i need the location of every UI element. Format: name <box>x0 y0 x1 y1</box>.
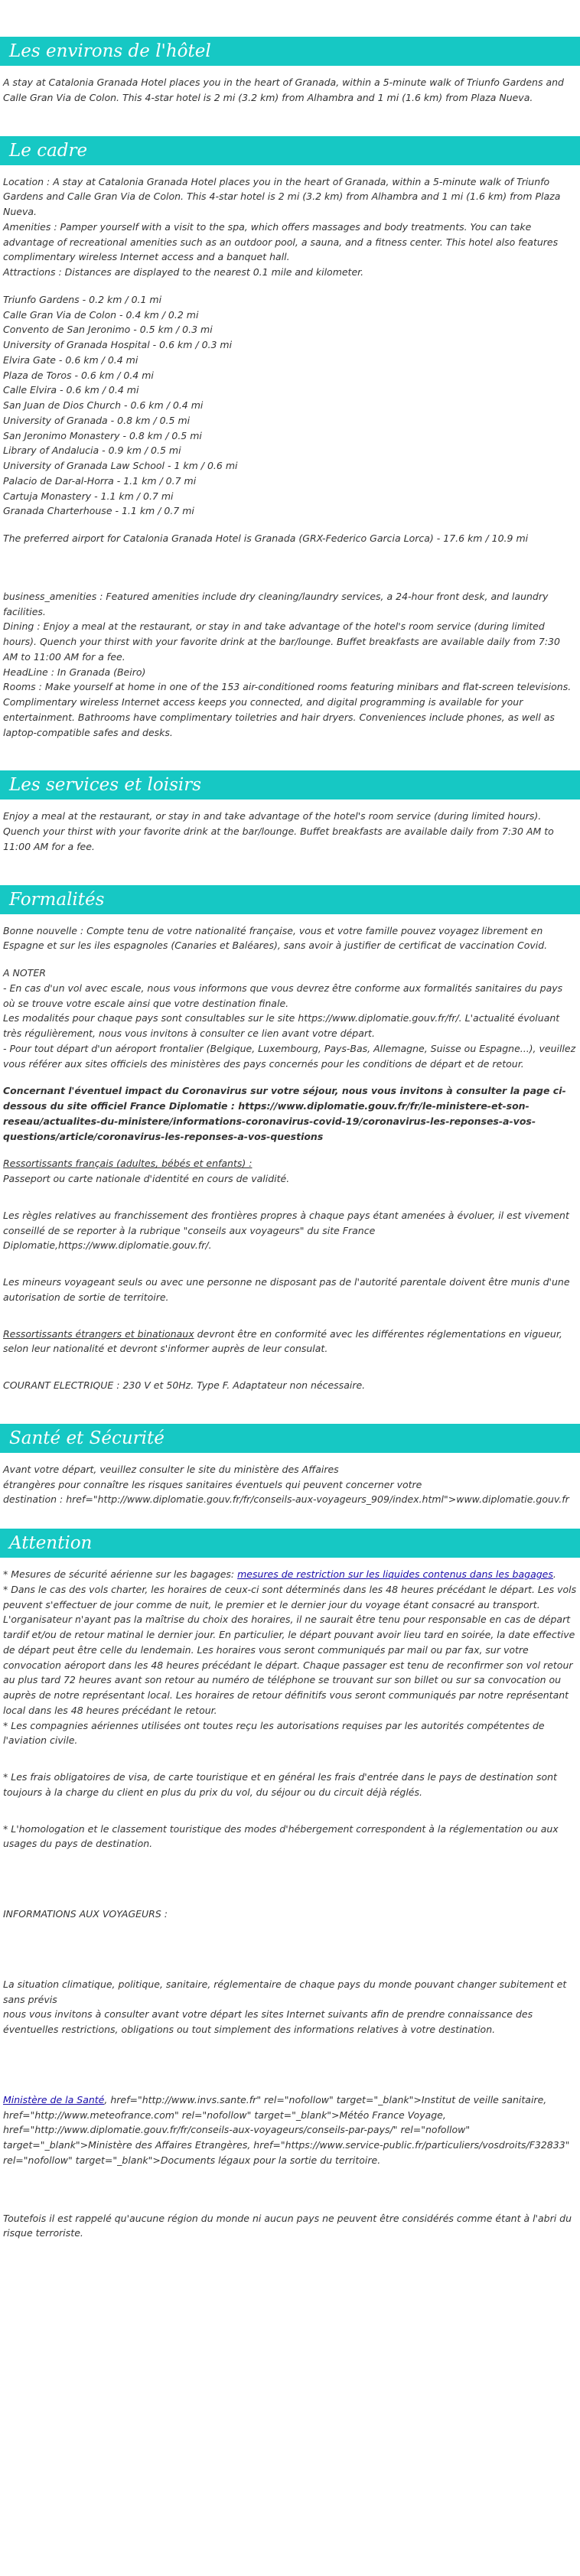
ministere-rest: , href="http://www.invs.sante.fr" rel="nofollow" target="_blank">Institut de veille sanitaire, href="http://www.meteofrance.com" rel="nofollow" target="_blank">Météo France Voyage, href="http://www.diplomatie.gouv.fr/fr/conseils-aux-voyageurs/conseils-par-pays/" rel="nofollow" target="_blank">Ministère des Affaires Etrangères, href="https://www.service-public.fr/particuliers/vosdroits/F32833" rel="nofollow" target="_blank">Documents légaux pour la sortie du territoire. <box>3 2093 570 2166</box>
toutefois-text: Toutefois il est rappelé qu'aucune région du monde ni aucun pays ne peuvent être considérés comme étant à l'abri du risque terroriste. <box>3 2212 572 2239</box>
list-item: Elvira Gate - 0.6 km / 0.4 mi <box>3 353 138 366</box>
list-item: San Juan de Dios Church - 0.6 km / 0.4 mi <box>3 399 204 411</box>
anoter-1: - En cas d'un vol avec escale, nous vous informons que vous devrez être conforme aux formalités sanitaires du pays où se trouve votre escale ainsi que votre destination finale. <box>3 982 563 1009</box>
cadre-location: Location : A stay at Catalonia Granada Hotel places you in the heart of Granada, within a 5-minute walk of Triunfo Gardens and Calle Gran Via de Colon. This 4-star hotel is 2 mi (3.2 km) from Alhambra and 1 mi (1.6 km) from Plaza Nueva. <box>3 175 561 217</box>
distance-list <box>3 292 577 519</box>
situation-2: nous vous invitons à consulter avant votre départ les sites Internet suivants afin de prendre connaissance des éventuelles restrictions, obligations ou tout simplement des informations relatives à votre destination. <box>3 2008 533 2035</box>
list-item: University of Granada - 0.8 km / 0.5 mi <box>3 414 191 426</box>
infos-title: INFORMATIONS AUX VOYAGEURS : <box>3 1908 168 1920</box>
attention-frais: * Les frais obligatoires de visa, de carte touristique et en général les frais d'entrée dans le pays de destination sont toujours à la charge du client en plus du prix du vol, du séjour ou du circuit déjà réglés. <box>3 1771 557 1798</box>
regles-text: Les règles relatives au franchissement des frontières propres à chaque pays étant amenées à évoluer, il est vivement conseillé de se reporter à la rubrique "conseils aux voyageurs" du site France Diplomatie,https://www.diplomatie.gouv.fr/. <box>3 1209 569 1252</box>
cadre-business: business_amenities : Featured amenities include dry cleaning/laundry services, a 24-hour front desk, and laundry facilities. <box>3 590 549 617</box>
formalites-nouveaute: Bonne nouvelle : Compte tenu de votre nationalité française, vous et votre famille pouvez voyagez librement en Espagne et sur les iles espagnoles (Canaries et Baléares), sans avoir à justifier de certificat de vaccination Covid. <box>3 924 548 952</box>
list-item: University of Granada Hospital - 0.6 km / 0.3 mi <box>3 339 233 350</box>
list-item: Palacio de Dar-al-Horra - 1.1 km / 0.7 mi <box>3 474 197 487</box>
ministere-sante-link[interactable]: Ministère de la Santé <box>3 2093 105 2105</box>
list-item: Calle Elvira - 0.6 km / 0.4 mi <box>3 384 139 396</box>
cadre-attractions: Attractions : Distances are displayed to the nearest 0.1 mile and kilometer. <box>3 266 364 278</box>
ressortissants-fr-text: Passeport ou carte nationale d'identité en cours de validité. <box>3 1173 290 1184</box>
section-title-cadre: Le cadre <box>0 136 580 165</box>
attention-compagnies: * Les compagnies aériennes utilisées ont toutes reçu les autorisations requises par les autorités compétentes de l'aviation civile. <box>3 1719 545 1747</box>
list-item: San Jeronimo Monastery - 0.8 km / 0.5 mi <box>3 429 202 441</box>
section-title-attention: Attention <box>0 1529 580 1558</box>
ressortissants-etr-text: devront être en conformité avec les différentes réglementations en vigueur, selon leur nationalité et devront s'informer auprès de leur consulat. <box>3 1327 562 1355</box>
sante-line-2: étrangères pour connaître les risques sanitaires éventuels qui peuvent concerner votre <box>3 1478 422 1490</box>
list-item: Library of Andalucia - 0.9 km / 0.5 mi <box>3 445 181 457</box>
sante-line-3: destination : href="http://www.diplomatie.gouv.fr/fr/conseils-aux-voyageurs_909/index.html">www.diplomatie.gouv.fr <box>3 1493 569 1506</box>
attention-horaires: * Dans le cas des vols charter, les horaires de ceux-ci sont déterminés dans les 48 heures précédant le départ. Les vols peuvent s'effectuer de jour comme de nuit, le premier et le dernier jour du voyage étant consacré au transport. L'organisateur n'ayant pas la maîtrise du choix des horaires, il ne saurait être tenu pour responsable en cas de départ tardif et/ou de retour matinal le dernier jour. En particulier, le départ pouvant avoir lieu tard en soirée, la date effective de départ peut être celle du lendemain. Les horaires vous seront communiqués par mail ou par fax, sur votre convocation aéroport dans les 48 heures précédant le départ. Chaque passager est tenu de reconfirmer son vol retour au plus tard 72 heures avant son retour au numéro de téléphone se trouvant sur son billet ou sur sa convocation ou auprès de notre représentant local. Les horaires de retour définitifs vous seront communiqués par notre représentant local dans les 48 heures précédant le retour. <box>3 1583 577 1716</box>
list-item: Calle Gran Via de Colon - 0.4 km / 0.2 mi <box>3 308 199 321</box>
environs-text: A stay at Catalonia Granada Hotel places you in the heart of Granada, within a 5-minute walk of Triunfo Gardens and Calle Gran Via de Colon. This 4-star hotel is 2 mi (3.2 km) from Alhambra and 1 mi (1.6 km) from Plaza Nueva. <box>3 77 564 103</box>
cadre-headline: HeadLine : In Granada (Beiro) <box>3 666 146 678</box>
mineurs-text: Les mineurs voyageant seuls ou avec une personne ne disposant pas de l'autorité parentale doivent être munis d'une autorisation de sortie de territoire. <box>3 1276 570 1303</box>
section-title-sante: Santé et Sécurité <box>0 1424 580 1453</box>
cadre-dining: Dining : Enjoy a meal at the restaurant, or stay in and take advantage of the hotel's room service (during limited hours). Quench your thirst with your favorite drink at the bar/lounge. Buffet breakfasts are available daily from 7:30 AM to 11:00 AM for a fee. <box>3 620 560 663</box>
services-text: Enjoy a meal at the restaurant, or stay in and take advantage of the hotel's room service (during limited hours). Quench your thirst with your favorite drink at the bar/lounge. Buffet breakfasts are available daily from 7:30 AM to 11:00 AM for a fee. <box>3 810 554 852</box>
list-item: Granada Charterhouse - 1.1 km / 0.7 mi <box>3 505 194 517</box>
attention-mesures <box>3 1567 577 1582</box>
anoter-2: Les modalités pour chaque pays sont consultables sur le site https://www.diplomatie.gouv.fr/fr/. L'actualité évoluant très régulièrement, nous vous invitons à consulter ce lien avant votre départ. <box>3 1012 560 1039</box>
mesures-link[interactable]: mesures de restriction sur les liquides contenus dans les bagages <box>237 1568 553 1580</box>
sante-line-1: Avant votre départ, veuillez consulter le site du ministère des Affaires <box>3 1463 339 1475</box>
ministere-links <box>3 2092 577 2168</box>
cadre-amenities: Amenities : Pamper yourself with a visit to the spa, which offers massages and body treatments. You can take advantage of recreational amenities such as an outdoor pool, a sauna, and a fitness center. This hotel also features complimentary wireless Internet access and a banquet hall. <box>3 220 559 263</box>
anoter-3: - Pour tout départ d'un aéroport frontalier (Belgique, Luxembourg, Pays-Bas, Allemagne, Suisse ou Espagne...), veuillez vous référer aux sites officiels des ministères des pays concernés pour les conditions de départ et de retour. <box>3 1042 576 1070</box>
cadre-airport: The preferred airport for Catalonia Granada Hotel is Granada (GRX-Federico Garcia Lorca) - 17.6 km / 10.9 mi <box>3 532 529 544</box>
list-item: Cartuja Monastery - 1.1 km / 0.7 mi <box>3 490 174 502</box>
list-item: University of Granada Law School - 1 km / 0.6 mi <box>3 460 238 471</box>
ressortissants-etr-title: Ressortissants étrangers et binationaux <box>3 1327 194 1340</box>
mesures-suffix: . <box>552 1568 556 1580</box>
anoter-title: A NOTER <box>3 967 46 979</box>
courant-text: COURANT ELECTRIQUE : 230 V et 50Hz. Type F. Adaptateur non nécessaire. <box>3 1379 366 1391</box>
section-title-formalites: Formalités <box>0 885 580 914</box>
list-item: Triunfo Gardens - 0.2 km / 0.1 mi <box>3 293 162 305</box>
ressortissants-fr-title: Ressortissants français (adultes, bébés et enfants) : <box>3 1158 253 1170</box>
list-item: Convento de San Jeronimo - 0.5 km / 0.3 mi <box>3 324 213 336</box>
cadre-rooms: Rooms : Make yourself at home in one of the 153 air-conditioned rooms featuring minibars and flat-screen televisions. Complimentary wireless Internet access keeps you connected, and digital programming is available for your entertainment. Bathrooms have complimentary toiletries and hair dryers. Conveniences include phones, as well as laptop-compatible safes and desks. <box>3 681 572 738</box>
situation-1: La situation climatique, politique, sanitaire, réglementaire de chaque pays du monde pouvant changer subitement et sans prévis <box>3 1978 567 2005</box>
list-item: Plaza de Toros - 0.6 km / 0.4 mi <box>3 369 154 381</box>
covid-notice: Concernant l'éventuel impact du Coronavirus sur votre séjour, nous vous invitons à consulter la page ci-dessous du site officiel France Diplomatie : https://www.diplomatie.gouv.fr/fr/le-ministere-et-son-reseau/actualites-du-ministere/informations-coronavirus-covid-19/coronavirus-les-reponses-a-vos-questions/article/coronavirus-les-reponses-a-vos-questions <box>3 1085 566 1142</box>
section-title-environs: Les environs de l'hôtel <box>0 37 580 66</box>
mesures-prefix: * Mesures de sécurité aérienne sur les bagages: <box>3 1568 238 1580</box>
page-content <box>0 37 580 2241</box>
section-title-services: Les services et loisirs <box>0 770 580 800</box>
ressortissants-etr <box>3 1327 577 1357</box>
attention-homologation: * L'homologation et le classement touristique des modes d'hébergement correspondent à la réglementation ou aux usages du pays de destination. <box>3 1822 559 1850</box>
